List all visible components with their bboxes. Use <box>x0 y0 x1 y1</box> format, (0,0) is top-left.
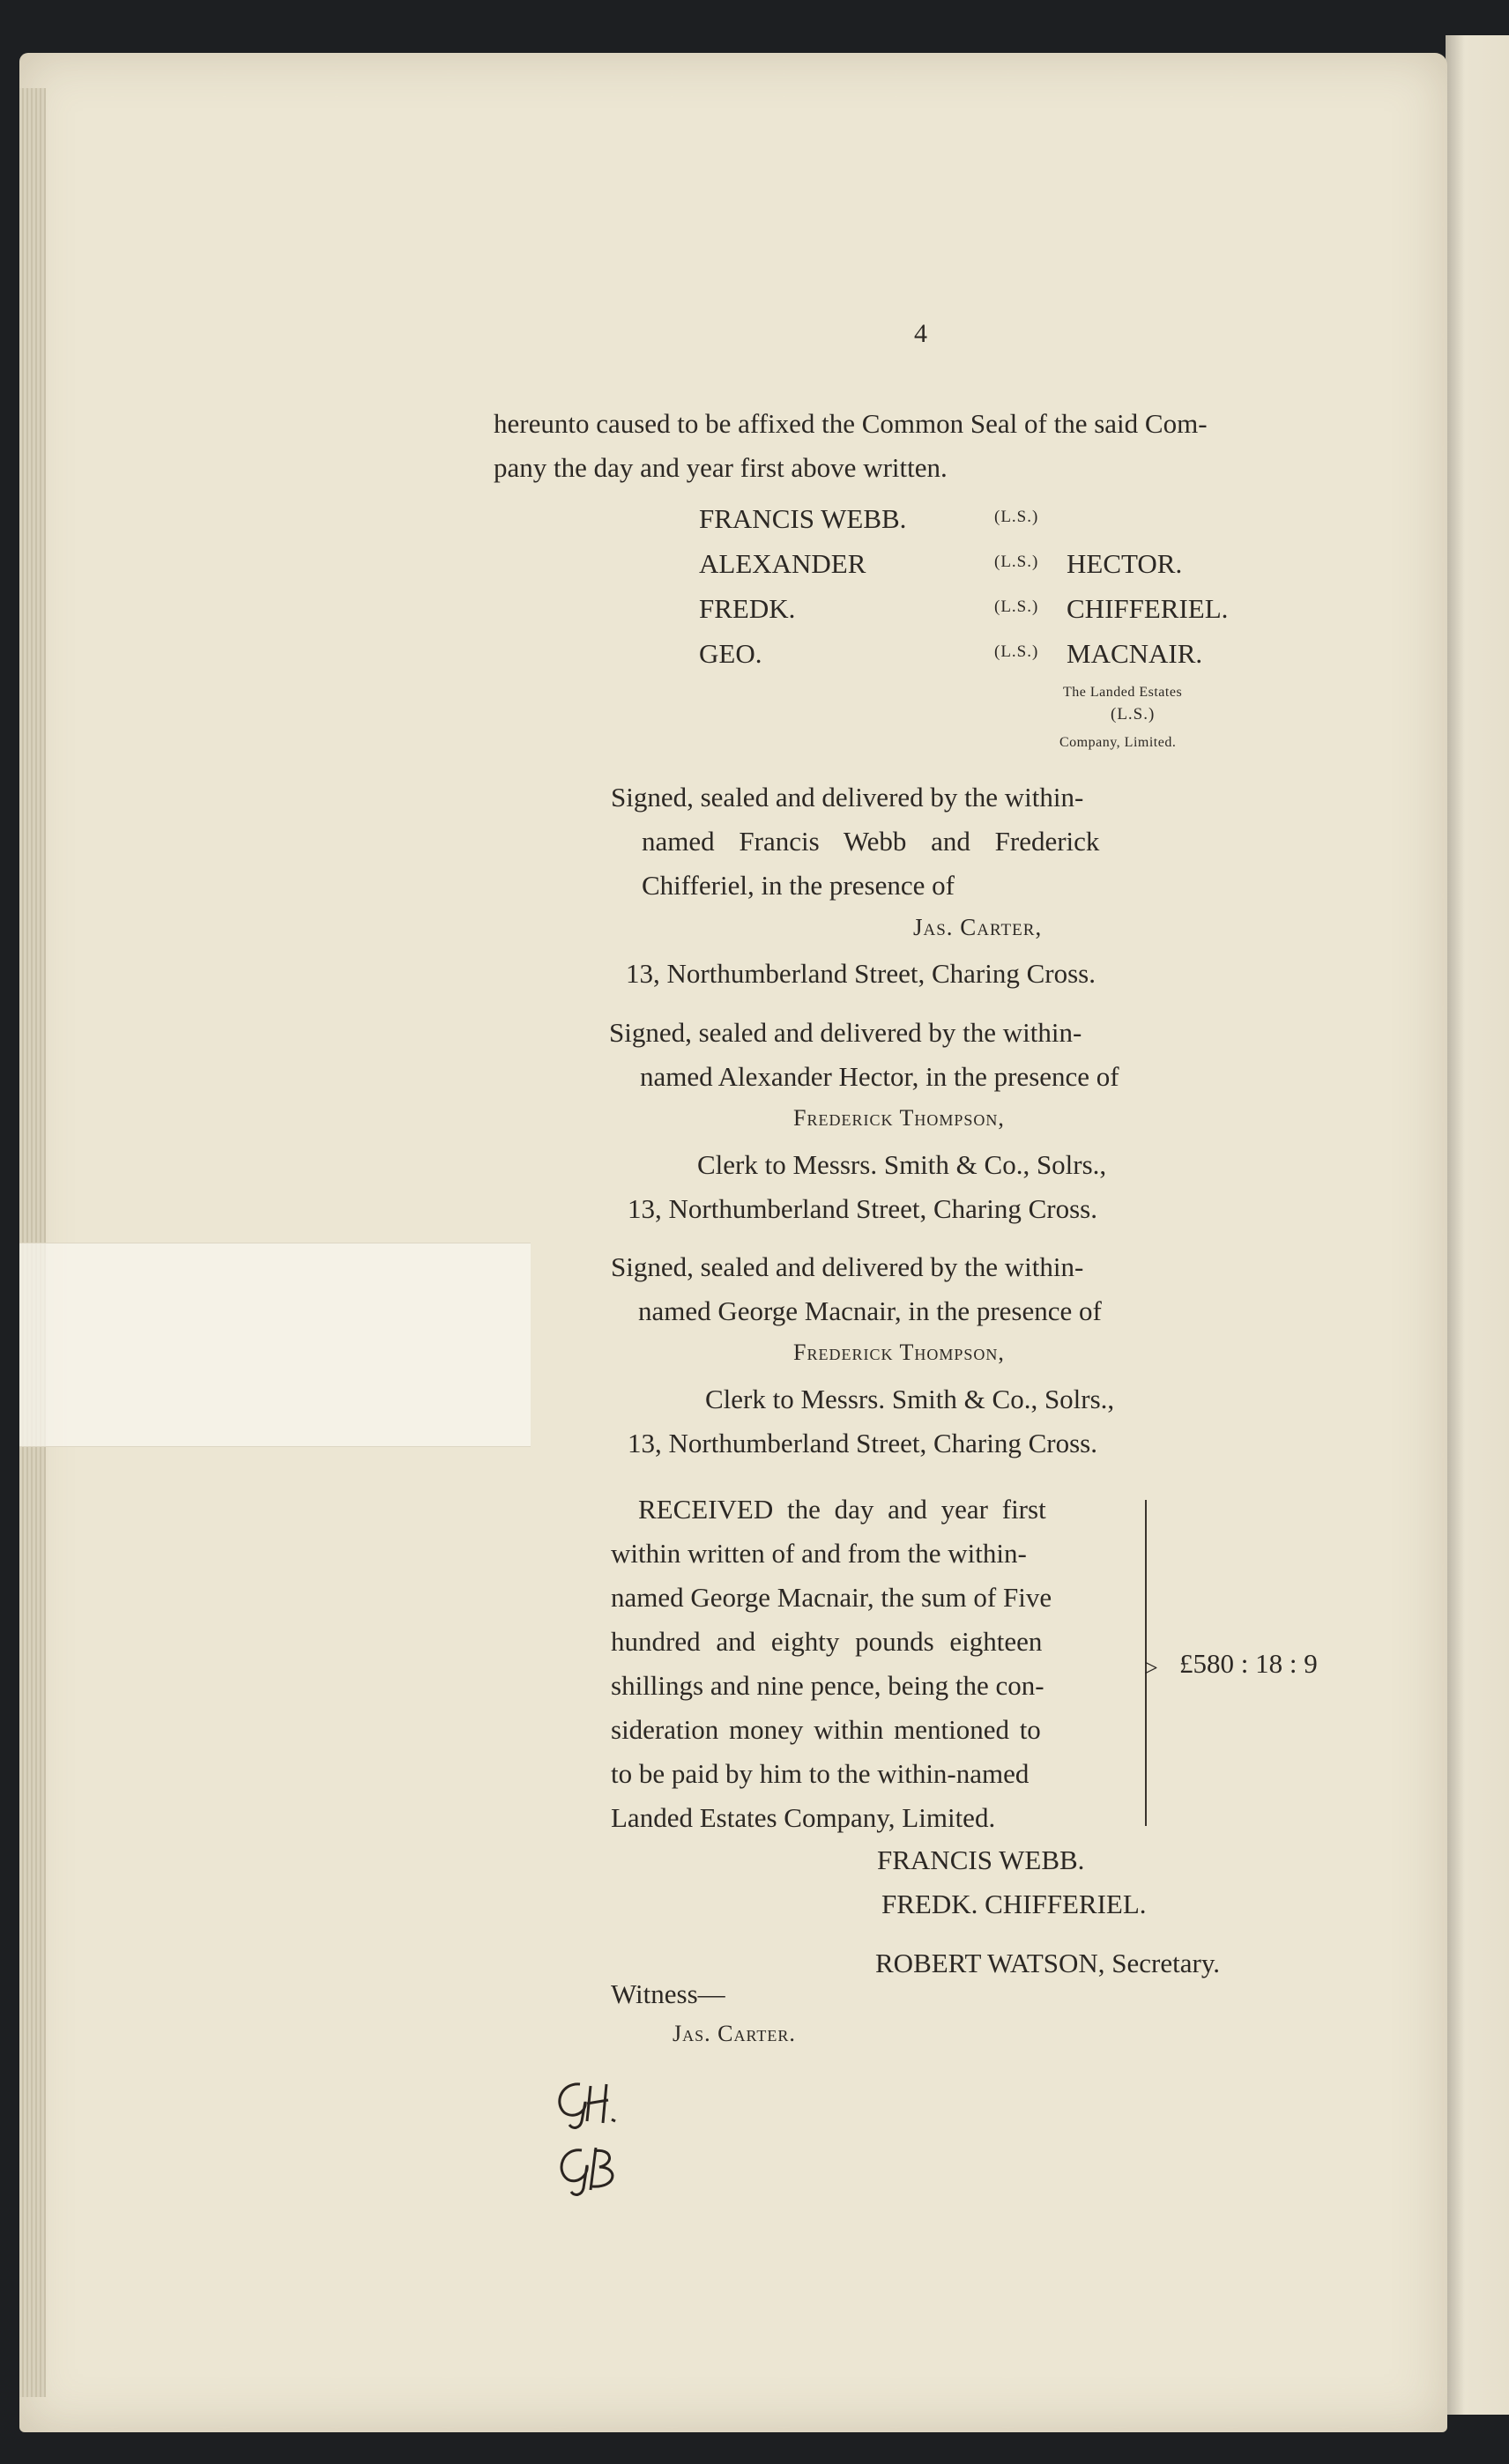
witness-name: Jas. Carter. <box>673 2021 796 2046</box>
attestation-1-witness: Jas. Carter, <box>913 914 1043 940</box>
attestation-2-clerk: Clerk to Messrs. Smith & Co., Solrs., <box>697 1149 1107 1180</box>
attestation-2-line-2: named Alexander Hector, in the presence of <box>640 1061 1119 1092</box>
receipt-amount: £580 : 18 : 9 <box>1179 1648 1318 1679</box>
page-number: 4 <box>914 319 927 348</box>
attestation-1-line-1: Signed, sealed and delivered by the within- <box>611 782 1084 813</box>
attestation-3-line-2: named George Macnair, in the presence of <box>638 1295 1102 1326</box>
seal-ls: (L.S.) <box>994 642 1039 661</box>
seal-signer-last: MACNAIR. <box>1067 638 1203 669</box>
receipt-line: to be paid by him to the within-named <box>611 1758 1030 1789</box>
attestation-1-address: 13, Northumberland Street, Charing Cross. <box>626 958 1096 989</box>
receipt-line: Landed Estates Company, Limited. <box>611 1802 996 1833</box>
opening-line-2: pany the day and year first above written. <box>494 452 948 483</box>
receipt-secretary: ROBERT WATSON, Secretary. <box>875 1948 1221 1978</box>
seal-signer-first: GEO. <box>699 638 762 669</box>
receipt-line: RECEIVED the day and year first <box>638 1494 1046 1525</box>
attestation-1-line-3: Chifferiel, in the presence of <box>642 870 955 901</box>
attestation-3-line-1: Signed, sealed and delivered by the within- <box>611 1251 1084 1282</box>
receipt-line: named George Macnair, the sum of Five <box>611 1582 1052 1613</box>
seal-ls: (L.S.) <box>994 597 1039 616</box>
brace-point: > <box>1144 1655 1158 1682</box>
receipt-line: sideration money within mentioned to <box>611 1714 1041 1745</box>
seal-signer-first: FREDK. <box>699 593 796 624</box>
receipt-line: hundred and eighty pounds eighteen <box>611 1626 1043 1657</box>
facing-page-edge <box>1446 35 1509 2415</box>
seal-signer-first: FRANCIS WEBB. <box>699 503 907 534</box>
repair-tape <box>19 1243 531 1447</box>
seal-ls: (L.S.) <box>994 508 1039 526</box>
seal-signer-last: CHIFFERIEL. <box>1067 593 1229 624</box>
witness-label: Witness— <box>611 1978 725 2009</box>
attestation-2-line-1: Signed, sealed and delivered by the within- <box>609 1017 1082 1048</box>
attestation-3-clerk: Clerk to Messrs. Smith & Co., Solrs., <box>705 1384 1115 1414</box>
company-seal-ls: (L.S.) <box>1111 705 1156 724</box>
attestation-1-line-2: named Francis Webb and Frederick <box>642 826 1100 857</box>
company-seal-bottom: Company, Limited. <box>1059 735 1177 750</box>
seal-ls: (L.S.) <box>994 553 1039 571</box>
attestation-3-address: 13, Northumberland Street, Charing Cross. <box>628 1428 1097 1458</box>
company-seal-top: The Landed Estates <box>1063 685 1183 700</box>
attestation-2-witness: Frederick Thompson, <box>793 1105 1005 1131</box>
receipt-line: within written of and from the within- <box>611 1538 1027 1569</box>
seal-signer-first: ALEXANDER <box>699 548 866 579</box>
receipt-line: shillings and nine pence, being the con- <box>611 1670 1044 1701</box>
opening-line-1: hereunto caused to be affixed the Common Seal of the said Com- <box>494 408 1208 439</box>
attestation-3-witness: Frederick Thompson, <box>793 1340 1005 1365</box>
handwritten-initials <box>546 2067 643 2208</box>
receipt-signer-1: FRANCIS WEBB. <box>877 1844 1085 1875</box>
seal-signer-last: HECTOR. <box>1067 548 1183 579</box>
attestation-2-address: 13, Northumberland Street, Charing Cross. <box>628 1193 1097 1224</box>
receipt-signer-2: FREDK. CHIFFERIEL. <box>881 1889 1147 1919</box>
